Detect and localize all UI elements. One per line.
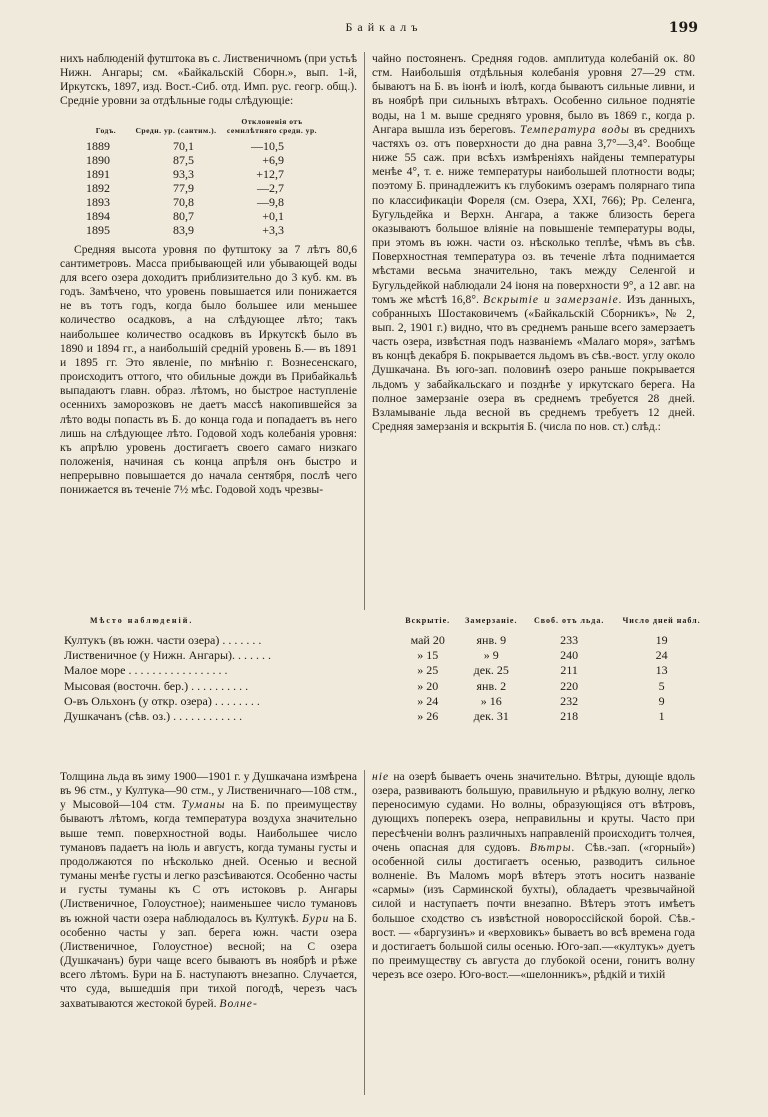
days-cell: 24 [655, 648, 668, 663]
table-row [60, 648, 710, 663]
ice-free-cell: 218 [560, 709, 579, 724]
freezing-cell: » 16 [480, 693, 502, 708]
paragraph [372, 52, 695, 434]
water-level-table [82, 117, 322, 237]
table-row [82, 167, 322, 181]
ice-free-cell: 220 [560, 678, 579, 693]
deviation-cell: —9,8 [257, 194, 284, 209]
place-cell: Душкачанъ (сѣв. оз.) . . . . . . . . . . . . [64, 709, 243, 724]
ice-free-cell: 232 [560, 693, 579, 708]
table-row [60, 694, 710, 709]
place-cell: Малое море . . . . . . . . . . . . . . . . . [64, 663, 228, 678]
ice-free-cell: 240 [560, 648, 579, 663]
table-row [60, 663, 710, 678]
paragraph-text: Сѣв.-зап. («горный») особенной силы достигаетъ осенью, разводитъ сильное волненіе. Въ Маломъ морѣ вѣтеръ этотъ носитъ названіе «сармы» (изъ Сарминской бухты), обладаетъ чрезвычайной силой и наступаетъ почти внезапно. Вѣтеръ этотъ имѣетъ большое сходство съ извѣстной новороссійской борой. Сѣв.-вост. — «баргузинъ» и «верховикъ» бываетъ во всѣ времена года и достигаетъ большой силы осенью. Юго-зап.—«култукъ» дуетъ по преимуществу съ августа до глубокой осени, гонитъ волну черезъ все озеро. Юго-вост.—«шелонникъ», рѣдкій и тихій [372, 840, 695, 982]
paragraph [60, 770, 357, 1011]
right-column [372, 52, 695, 434]
year-cell: 1893 [86, 194, 110, 209]
column-header: Средн. ур. (сантим.). [135, 125, 217, 135]
paragraph-text: на Б. особенно часты у зап. берега южн. части озера (Лиственичное, Голоустное) весной; на С озера (Душкачанъ) бури чаще всего бываютъ въ ноябрѣ и рѣже всего лѣтомъ. Бури на Б. наступаютъ внезапно. Случается, что суда, вышедшія при тихой погодѣ, черезъ часъ захватываются жестокой бурей. [60, 911, 357, 1010]
days-cell: 9 [658, 693, 665, 708]
paragraph-text: Изъ данныхъ, собранныхъ Шостаковичемъ («Байкальскій Сборникъ», № 2, вып. 2, 1901 г.) видно, что въ среднемъ раньше всего замерзаетъ часть озера, извѣстная подъ названіемъ «Малаго моря», затѣмъ въ концѣ декабря Б. покрывается льдомъ въ сѣв.-вост. углу около Душкачана. Въ юго-зап. половинѣ озеро раньше покрывается льдомъ у забайкальскаго и позднѣе у иркутскаго берега. На полное замерзаніе озера въ среднемъ требуется 28 дней. Взламываніе льда весной въ среднемъ требуетъ 12 дней. Средняя замерзанія и вскрытія Б. (числа по нов. ст.) слѣд.: [372, 292, 696, 434]
page-number: 199 [668, 20, 698, 36]
column-header: Годъ. [95, 125, 117, 135]
table-row [60, 679, 710, 694]
ice-free-cell: 233 [560, 633, 579, 647]
level-cell: 87,5 [173, 152, 194, 167]
column-header: Своб. отъ льда. [534, 616, 605, 625]
year-cell: 1894 [86, 208, 110, 223]
ice-free-cell: 211 [560, 663, 578, 678]
year-cell: 1889 [86, 138, 110, 153]
year-cell: 1891 [86, 166, 110, 181]
left-column [60, 52, 357, 497]
days-cell: 19 [655, 633, 668, 647]
freezing-cell: янв. 2 [476, 678, 507, 693]
freezing-cell: янв. 9 [476, 633, 507, 647]
table-row [60, 633, 710, 648]
paragraph-text: Толщина льда въ зиму 1900—1901 г. у Душкачана измѣрена въ 96 стм., у Култука—90 стм., у Лиственичнаго—108 стм., у Мысовой—104 стм. [60, 770, 357, 812]
table-header-row [82, 117, 322, 139]
year-cell: 1890 [86, 152, 110, 167]
opening-cell: » 24 [417, 693, 439, 708]
days-cell: 1 [658, 709, 665, 724]
paragraph: нихъ наблюденій футштока въ с. Лиственичномъ (при устьѣ Нижн. Ангары; см. «Байкальскій Сборн.», вып. 1-й, Иркутскъ, 1897, изд. Вост.-Сиб. отд. Имп. рус. геогр. общ.). Средніе уровни за отдѣльные годы слѣдующіе: [60, 52, 357, 108]
table-row [82, 209, 322, 223]
level-cell: 83,9 [173, 222, 194, 237]
level-cell: 77,9 [173, 180, 194, 195]
paragraph-text: на Б. по преимуществу бываютъ лѣтомъ, когда температура воздуха значительно выше темп. поверхностной воды. Наибольшее число тумановъ падаетъ на іюль и августъ, когда туманы густы и продолжаются по нѣсколько дней. Осенью и весной туманы менѣе густы и легко разсѣиваются. Особенно часты и густы туманы къ С отъ истоковъ р. Ангары (Лиственичное, Голоустное); наименьшее число тумановъ въ южной части озера наблюдалось въ Култукѣ. [60, 798, 357, 925]
opening-cell: май 20 [410, 633, 445, 647]
table-row [82, 223, 322, 237]
column-header: Число дней набл. [622, 616, 701, 625]
running-header [0, 20, 768, 42]
opening-cell: » 15 [417, 648, 439, 663]
table-row [82, 195, 322, 209]
column-header: Отклоненія отъ семилѣтняго средн. ур. [226, 116, 318, 135]
days-cell: 5 [658, 678, 665, 693]
section-label-fog: Туманы [181, 798, 226, 812]
year-cell: 1895 [86, 222, 110, 237]
deviation-cell: +0,1 [262, 208, 284, 223]
paragraph [372, 770, 695, 982]
paragraph: Средняя высота уровня по футштоку за 7 лѣтъ 80,6 сантиметровъ. Масса прибывающей или убывающей воды для всего озера доходитъ приблизительно до 3 куб. км. въ годъ. Замѣчено, что уровень повышается или понижается не въ тотъ годъ, когда было большее или меньшее количество осадковъ, а на слѣдующее лѣто; такъ наибольшее количество осадковъ въ Иркутскѣ было въ 1890 и 1894 гг., а наибольшій средній уровень Б.— въ 1891 и 1895 гг. Это явленіе, по мнѣнію г. Вознесенскаго, происходитъ оттого, что обильные дожди въ Прибайкальѣ выпадаютъ главн. образ. лѣтомъ, но быстрое наступленіе осеннихъ заморозковъ не даетъ массѣ накопившейся за лѣто воды попасть въ Б. до конца года и попадаетъ въ него лишь на слѣдующее лѣто. Годовой ходъ колебанія уровня: къ апрѣлю уровень достигаетъ своего самаго низкаго положенія, начиная съ конца апрѣля онъ быстро и непрерывно повышается до начала сентября, послѣ чего понижается въ теченіе 7½ мѣс. Годовой ходъ чрезвы- [60, 242, 357, 497]
table-row [82, 139, 322, 153]
section-label-waves-end: ніе [372, 770, 390, 783]
level-cell: 80,7 [173, 208, 194, 223]
ice-dates-table [60, 616, 710, 724]
section-label-waves: Волне- [219, 996, 258, 1010]
opening-cell: » 26 [417, 709, 439, 724]
running-title: Байкалъ [345, 20, 423, 34]
deviation-cell: +3,3 [262, 222, 284, 237]
column-divider [364, 52, 365, 610]
deviation-cell: —2,7 [257, 180, 284, 195]
paragraph-text: въ среднихъ частяхъ оз. отъ поверхности до дна равна 3,7°—3,4°. Вообще ниже 55 саж. при всѣхъ измѣреніяхъ найдены температуры менѣе 4°, т. е. ниже температуры наибольшей плотности воды; поэтому Б. принадлежитъ къ глубокимъ озерамъ полярнаго типа по классификаціи Фореля (см. Озера, XXI, 766); Рр. Селенга, Бугульдейка и Верхн. Ангара, а также близость берега оказываютъ большое вліяніе на повышеніе температуры воды, при этомъ въ южн. части оз. нѣсколько теплѣе, чѣмъ въ сѣв. Поверхностная температура оз. въ теченіе лѣта поднимается мѣстами весьма значительно, такъ между Селенгой и Бугульдейкой наблюдали 24 іюня на поверхности 9°, а 12 авг. на томъ же мѣстѣ 16,8°. [372, 122, 695, 306]
paragraph-text: чайно постояненъ. Средняя годов. амплитуда колебаній ок. 80 стм. Наибольшія отдѣльныя колебанія уровня 27—29 стм. бываютъ на Б. въ іюнѣ и іюлѣ, когда бываютъ сильные ливни, и въ ноябрѣ при сильныхъ вѣтрахъ. Особенно сильное поднятіе воды, на 1 м. выше средняго уровня, было въ 1869 г., когда р. Ангара вышла изъ береговъ. [372, 52, 695, 136]
section-label-winds: Вѣтры. [529, 840, 576, 854]
section-label-temperature: Температура воды [519, 122, 630, 136]
column-divider [364, 770, 365, 1095]
table-header-row [60, 616, 710, 633]
section-label-ice: Вскрытіе и замерзаніе. [482, 292, 623, 306]
deviation-cell: +6,9 [262, 152, 284, 167]
place-cell: О-въ Ольхонъ (у откр. озера) . . . . . . . . [64, 693, 260, 708]
left-column-lower [60, 770, 357, 1011]
days-cell: 13 [655, 663, 668, 678]
level-cell: 93,3 [173, 166, 194, 181]
freezing-cell: дек. 31 [473, 709, 509, 724]
place-cell: Култукъ (въ южн. части озера) . . . . . . . [64, 633, 262, 647]
paragraph-text: на озерѣ бываетъ очень значительно. Вѣтры, дующіе вдоль озера, развиваютъ большую, правильную и рѣдкую волну, легко переносимую судами. Но волны, образующіяся отъ вѣтровъ, дующихъ поперекъ озера, неправильны и круты. Часто при пересѣченіи волнъ различныхъ направленій происходитъ толчея, очень опасная для судовъ. [372, 770, 695, 854]
column-header: Вскрытіе. [405, 616, 451, 625]
freezing-cell: дек. 25 [473, 663, 509, 678]
level-cell: 70,1 [173, 138, 194, 153]
level-cell: 70,8 [173, 194, 194, 209]
year-cell: 1892 [86, 180, 110, 195]
table-row [82, 181, 322, 195]
section-label-storms: Бури [302, 911, 330, 925]
freezing-cell: » 9 [483, 648, 499, 663]
opening-cell: » 25 [417, 663, 439, 678]
table-row [60, 709, 710, 724]
column-header: Мѣсто наблюденій. [90, 616, 194, 625]
deviation-cell: —10,5 [251, 138, 284, 153]
place-cell: Лиственичное (у Нижн. Ангары). . . . . . . [64, 648, 272, 663]
opening-cell: » 20 [417, 678, 439, 693]
table-row [82, 153, 322, 167]
deviation-cell: +12,7 [256, 166, 284, 181]
right-column-lower [372, 770, 695, 982]
place-cell: Мысовая (восточн. бер.) . . . . . . . . . . [64, 678, 249, 693]
column-header: Замерзаніе. [465, 616, 518, 625]
